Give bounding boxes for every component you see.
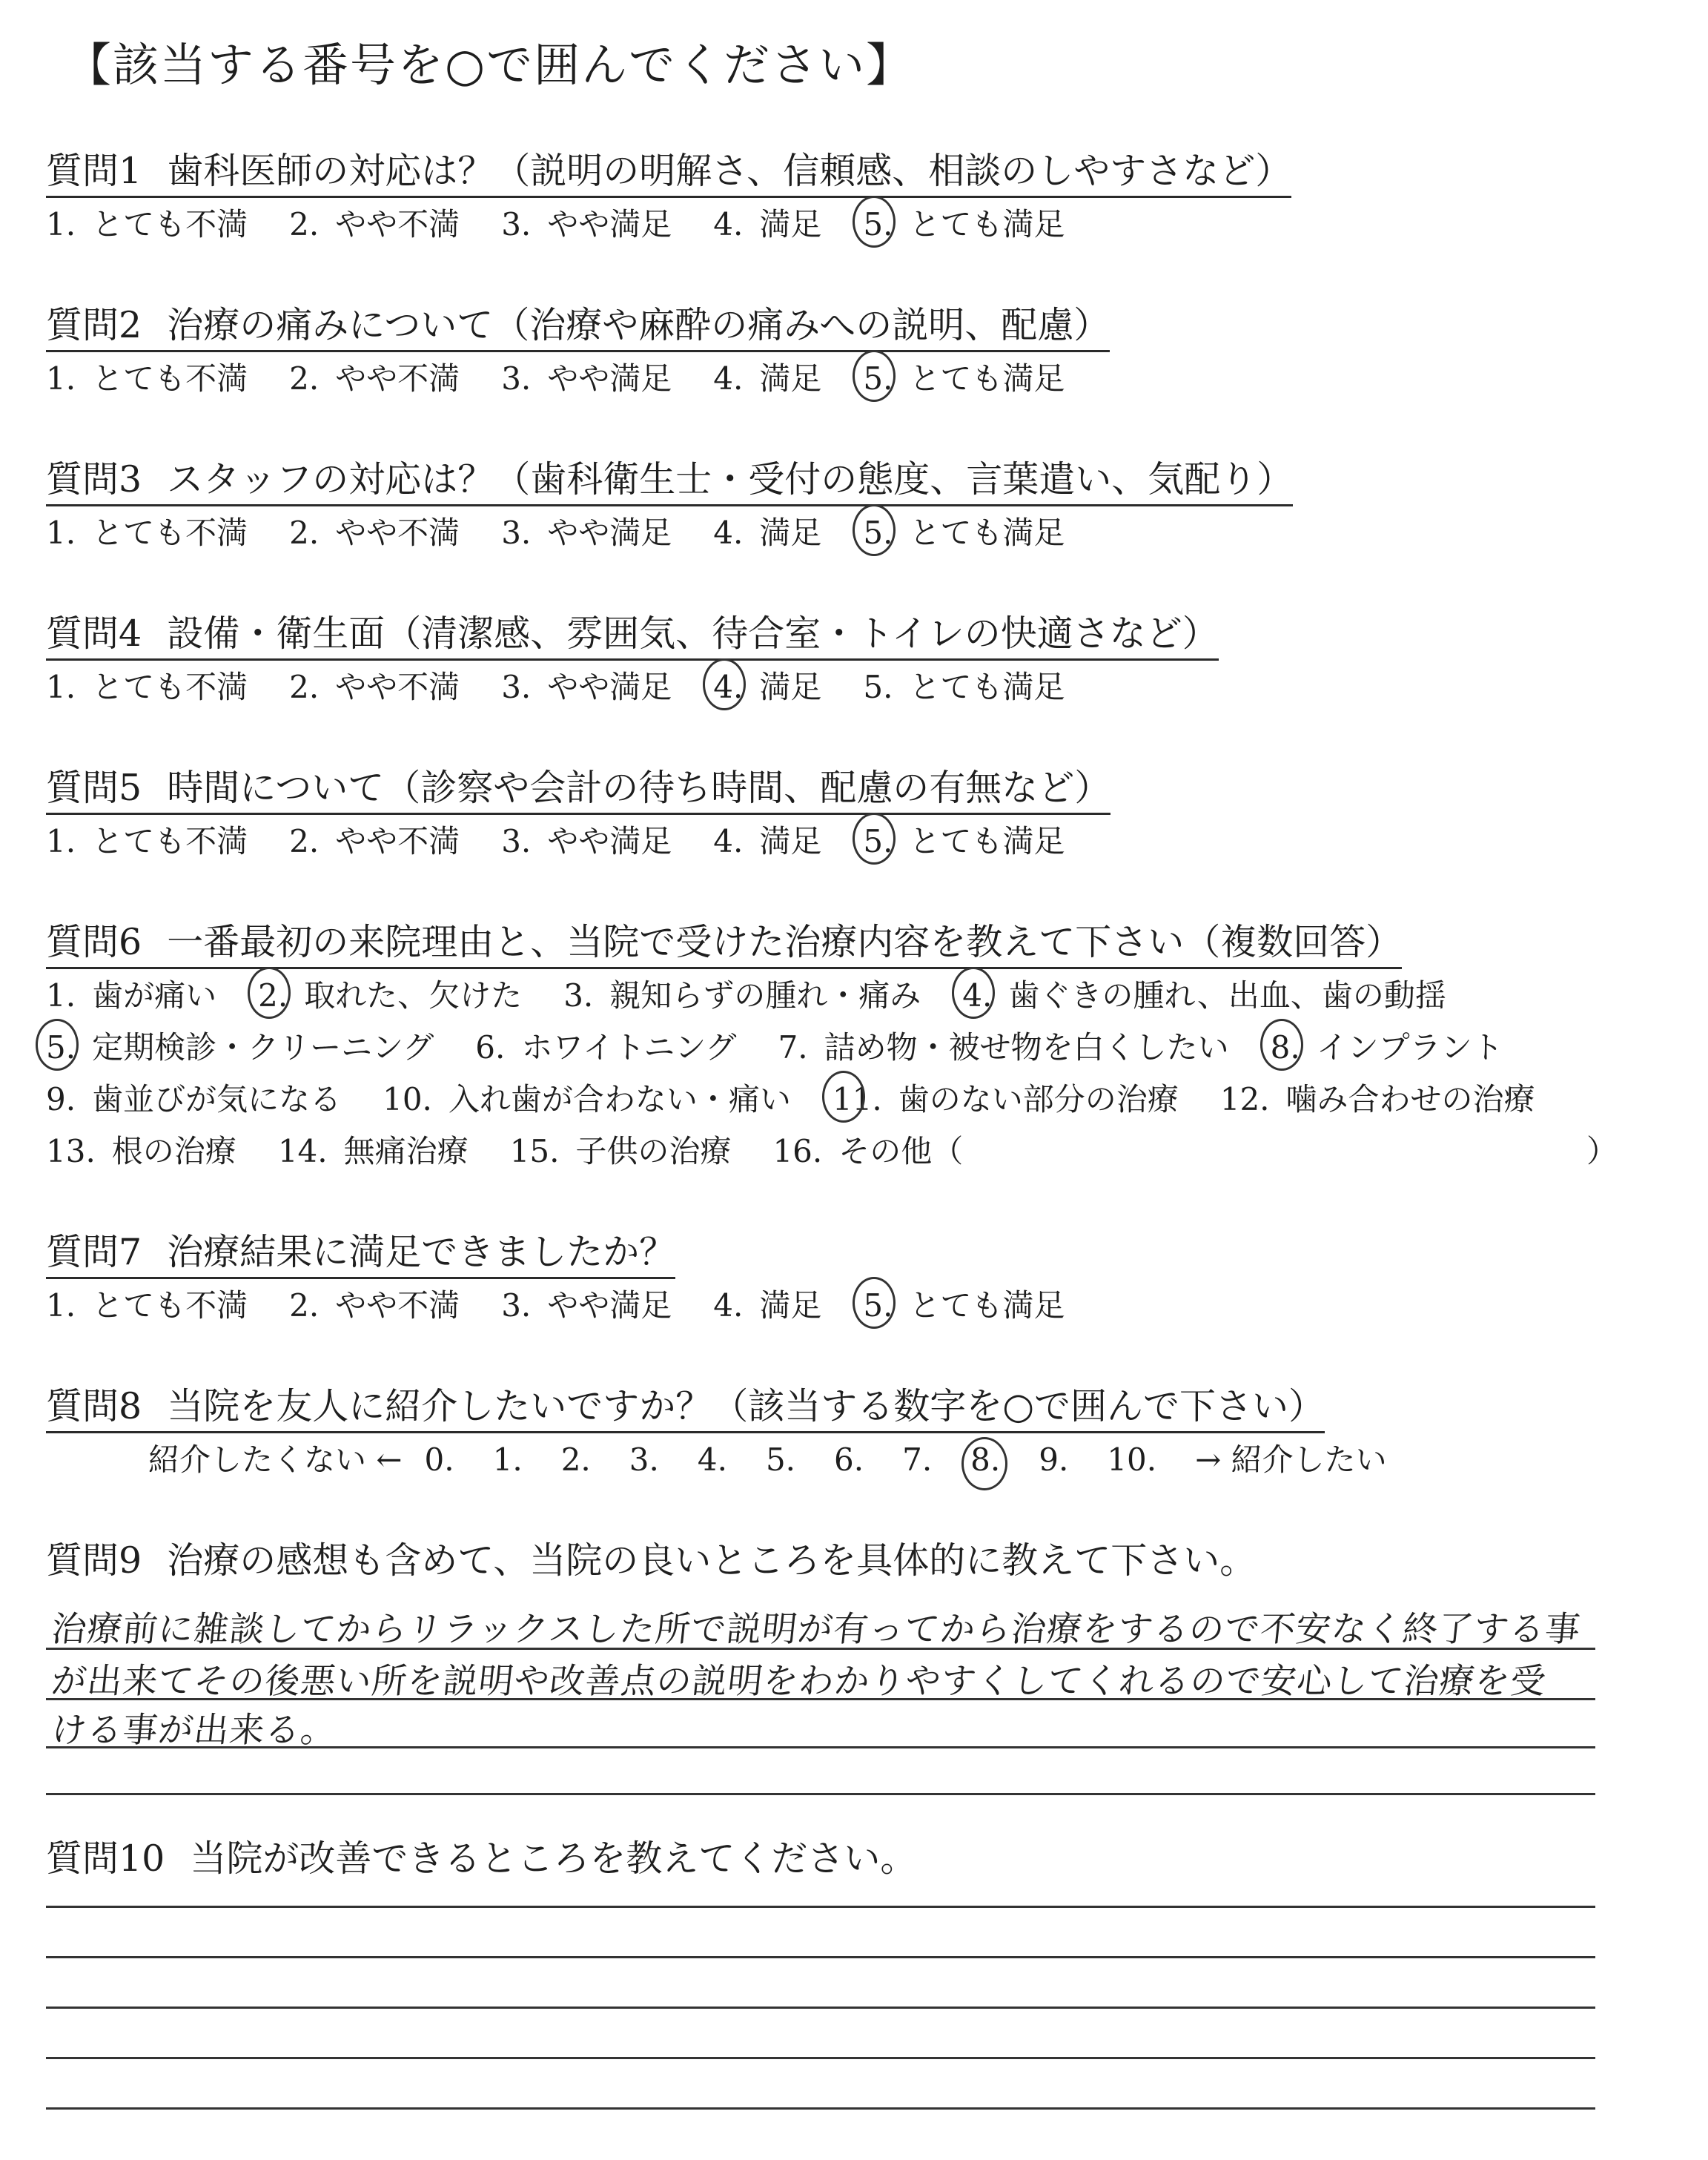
question-6-options-row xyxy=(46,1127,1004,1172)
option-label: やや満足 xyxy=(547,515,672,551)
option[interactable] xyxy=(278,1127,469,1172)
option[interactable] xyxy=(46,1075,341,1120)
option[interactable] xyxy=(46,971,216,1016)
option-number: 4. xyxy=(713,515,744,551)
option[interactable] xyxy=(713,817,821,862)
question-number: 質問5 xyxy=(46,767,142,809)
option-selected[interactable] xyxy=(1271,1023,1503,1068)
option-number: 3. xyxy=(501,206,532,242)
option[interactable] xyxy=(46,1281,248,1326)
option[interactable] xyxy=(46,509,248,553)
option-number: 2. xyxy=(289,1287,320,1324)
scale-value[interactable]: 0. xyxy=(424,1441,454,1478)
scale-value[interactable]: 6. xyxy=(834,1441,864,1478)
option[interactable] xyxy=(46,663,248,707)
option-number: 11. xyxy=(832,1081,882,1117)
question-text: 設備・衛生面（清潔感、雰囲気、待合室・トイレの快適さなど） xyxy=(167,612,1219,655)
question-6-options-row xyxy=(46,971,1488,1016)
option-label: 入れ歯が合わない・痛い xyxy=(448,1081,791,1117)
option-label: とても不満 xyxy=(92,823,248,859)
option-label: やや満足 xyxy=(547,360,672,397)
option-number: 16. xyxy=(772,1133,823,1169)
option-number: 12. xyxy=(1219,1081,1270,1117)
option[interactable] xyxy=(1220,1075,1535,1120)
scale-right-label: → 紹介したい xyxy=(1195,1441,1387,1478)
question-2 xyxy=(46,297,1110,352)
answer-rule xyxy=(46,2107,1595,2110)
answer-rule xyxy=(46,2007,1595,2009)
option-label: やや不満 xyxy=(335,669,460,705)
option-number: 1. xyxy=(46,515,76,551)
option-label: 取れた、欠けた xyxy=(304,977,523,1014)
option-selected[interactable] xyxy=(833,1075,1179,1120)
option-number: 1. xyxy=(46,360,76,397)
option-label: やや不満 xyxy=(335,206,460,242)
option-number: 15. xyxy=(509,1133,560,1169)
question-1-options xyxy=(46,200,1106,245)
question-text: スタッフの対応は？（歯科衛生士・受付の態度、言葉遣い、気配り） xyxy=(167,458,1294,501)
option-number: 3. xyxy=(501,823,532,859)
option-number: 4. xyxy=(713,360,744,397)
option-label: 満足 xyxy=(759,823,822,859)
option[interactable] xyxy=(46,354,248,399)
answer-rule xyxy=(46,1746,1595,1748)
option-label: やや満足 xyxy=(547,823,672,859)
option[interactable] xyxy=(713,354,821,399)
option-label: インプラント xyxy=(1316,1029,1503,1066)
option-number: 5. xyxy=(863,360,893,397)
answer-rule xyxy=(46,2057,1595,2059)
form-title: 【該当する番号を○で囲んでください】 xyxy=(65,38,914,92)
question-text: 治療の痛みについて（治療や麻酔の痛みへの説明、配慮） xyxy=(167,304,1110,346)
option-number: 2. xyxy=(289,669,320,705)
question-text: 治療結果に満足できましたか？ xyxy=(167,1231,676,1273)
recommend-scale xyxy=(148,1436,1387,1480)
scale-value[interactable]: 4. xyxy=(697,1441,727,1478)
question-10 xyxy=(46,1830,916,1883)
option-label: 満足 xyxy=(759,360,822,397)
option-label: とても満足 xyxy=(909,515,1065,551)
handwritten-answer-line: 治療前に雑談してからリラックスした所で説明が有ってから治療をするので不安なく終了する事 xyxy=(49,1609,1583,1650)
option-label: 歯並びが気になる xyxy=(92,1081,342,1117)
option-number: 3. xyxy=(563,977,594,1014)
option-number: 2. xyxy=(289,206,320,242)
option-number: 4. xyxy=(713,206,744,242)
option-label: 満足 xyxy=(759,1287,822,1324)
option[interactable] xyxy=(501,354,672,399)
option-label: 無痛治療 xyxy=(343,1133,469,1169)
option-number: 10. xyxy=(383,1081,432,1117)
option-number: 3. xyxy=(501,515,532,551)
option[interactable] xyxy=(383,1075,791,1120)
option[interactable] xyxy=(501,509,672,553)
option-label: とても満足 xyxy=(909,206,1065,242)
scale-value[interactable]: 7. xyxy=(902,1441,933,1478)
option-label: やや不満 xyxy=(335,360,460,397)
option-selected[interactable] xyxy=(46,1023,434,1068)
option-label: 噛み合わせの治療 xyxy=(1285,1081,1535,1117)
option-label: とても満足 xyxy=(909,360,1065,397)
option-number: 5. xyxy=(863,669,893,705)
option-label: とても不満 xyxy=(92,206,248,242)
question-5-options xyxy=(46,817,1106,862)
question-text: 歯科医師の対応は？（説明の明解さ、信頼感、相談のしやすさなど） xyxy=(167,150,1292,192)
option[interactable] xyxy=(501,1281,672,1326)
option-number: 2. xyxy=(289,360,320,397)
option-number: 4. xyxy=(713,823,744,859)
option-label: とても不満 xyxy=(92,360,248,397)
option-label: 定期検診・クリーニング xyxy=(92,1029,434,1066)
question-number: 質問7 xyxy=(46,1231,142,1273)
option-label: 根の治療 xyxy=(111,1133,236,1169)
question-text: 一番最初の来院理由と、当院で受けた治療内容を教えて下さい（複数回答） xyxy=(167,921,1403,963)
option-selected[interactable] xyxy=(863,509,1065,553)
option-number: 3. xyxy=(501,1287,532,1324)
option-number: 1. xyxy=(46,669,76,705)
option-number: 3. xyxy=(501,669,532,705)
option-selected[interactable] xyxy=(713,663,821,707)
option-label: とても不満 xyxy=(92,1287,248,1324)
answer-rule xyxy=(46,1698,1595,1700)
option-label: とても満足 xyxy=(909,1287,1065,1324)
option-label: 親知らずの腫れ・痛み xyxy=(609,977,921,1014)
option-number: 13. xyxy=(46,1133,96,1169)
option-selected[interactable] xyxy=(258,971,522,1016)
option-label: やや満足 xyxy=(547,1287,672,1324)
option-label: やや満足 xyxy=(547,206,672,242)
question-number: 質問2 xyxy=(46,304,142,346)
option-selected[interactable] xyxy=(863,354,1065,399)
option[interactable] xyxy=(863,663,1065,707)
option-number: 5. xyxy=(46,1029,76,1066)
question-number: 質問1 xyxy=(46,150,142,192)
option-number: 14. xyxy=(277,1133,328,1169)
option[interactable] xyxy=(289,200,460,245)
question-6 xyxy=(46,914,1402,969)
question-2-options xyxy=(46,354,1106,399)
option-number: 6. xyxy=(475,1029,506,1066)
option-selected[interactable] xyxy=(962,971,1446,1016)
question-text: 当院を友人に紹介したいですか？（該当する数字を○で囲んで下さい） xyxy=(167,1385,1325,1427)
option-label: ホワイトニング xyxy=(521,1029,737,1066)
handwritten-answer-line: ける事が出来る。 xyxy=(49,1710,339,1751)
option-label: とても不満 xyxy=(92,669,248,705)
question-6-options-row xyxy=(46,1075,1577,1120)
option[interactable] xyxy=(289,1281,460,1326)
option-label: 子供の治療 xyxy=(575,1133,732,1169)
option-number: 2. xyxy=(258,977,288,1014)
answer-rule xyxy=(46,1956,1595,1958)
option-label: とても不満 xyxy=(92,515,248,551)
option-number: 2. xyxy=(289,515,320,551)
scale-value[interactable]: 9. xyxy=(1039,1441,1069,1478)
answer-rule xyxy=(46,1648,1595,1650)
question-5 xyxy=(46,759,1110,815)
option[interactable] xyxy=(289,663,460,707)
question-8 xyxy=(46,1378,1325,1433)
option-number: 4. xyxy=(713,1287,744,1324)
option-label: その他（ xyxy=(838,1133,964,1169)
option-label: 詰め物・被せ物を白くしたい xyxy=(824,1029,1229,1066)
option[interactable] xyxy=(510,1127,732,1172)
question-text: 当院が改善できるところを教えてください。 xyxy=(190,1837,917,1880)
option-label: やや不満 xyxy=(335,515,460,551)
option-number: 1. xyxy=(46,206,76,242)
option[interactable] xyxy=(46,817,248,862)
option-number: 7. xyxy=(778,1029,808,1066)
option[interactable] xyxy=(778,1023,1229,1068)
option[interactable] xyxy=(713,509,821,553)
option[interactable] xyxy=(772,1127,963,1172)
question-7 xyxy=(46,1223,675,1279)
question-number: 質問8 xyxy=(46,1385,142,1427)
other-close-paren: ） xyxy=(1586,1133,1618,1169)
option-number: 2. xyxy=(289,823,320,859)
option-number: 8. xyxy=(1270,1029,1300,1066)
option-label: 満足 xyxy=(759,206,822,242)
option[interactable] xyxy=(501,200,672,245)
option-label: 満足 xyxy=(759,515,822,551)
question-text: 治療の感想も含めて、当院の良いところを具体的に教えて下さい。 xyxy=(167,1539,1257,1582)
option-selected[interactable] xyxy=(863,1281,1065,1326)
scale-value[interactable]: 5. xyxy=(765,1441,796,1478)
option[interactable] xyxy=(475,1023,736,1068)
question-number: 質問3 xyxy=(46,458,142,501)
question-number: 質問6 xyxy=(46,921,142,963)
option-label: 歯ぐきの腫れ、出血、歯の動揺 xyxy=(1008,977,1446,1014)
scale-left-label: 紹介したくない ← xyxy=(148,1441,403,1478)
option-number: 5. xyxy=(863,206,893,242)
scale-value-selected[interactable]: 8. xyxy=(970,1441,1001,1478)
option[interactable] xyxy=(289,509,460,553)
scale-value[interactable]: 10. xyxy=(1107,1441,1157,1478)
option-selected[interactable] xyxy=(863,200,1065,245)
option[interactable] xyxy=(501,817,672,862)
option-label: 満足 xyxy=(759,669,822,705)
option-label: とても満足 xyxy=(909,669,1065,705)
option[interactable] xyxy=(289,354,460,399)
option-number: 4. xyxy=(713,669,744,705)
option[interactable] xyxy=(46,1127,236,1172)
option-number: 3. xyxy=(501,360,532,397)
question-3 xyxy=(46,451,1293,506)
question-number: 質問9 xyxy=(46,1539,142,1582)
option-label: やや満足 xyxy=(547,669,672,705)
question-4-options xyxy=(46,663,1106,707)
option-number: 5. xyxy=(863,823,893,859)
scale-value[interactable]: 2. xyxy=(560,1441,591,1478)
question-text: 時間について（診察や会計の待ち時間、配慮の有無など） xyxy=(167,767,1111,809)
question-4 xyxy=(46,605,1219,661)
handwritten-answer-line: が出来てその後悪い所を説明や改善点の説明をわかりやすくしてくれるので安心して治療を受 xyxy=(49,1661,1549,1702)
question-9 xyxy=(46,1532,1256,1585)
option-label: 歯のない部分の治療 xyxy=(898,1081,1179,1117)
option[interactable] xyxy=(46,200,248,245)
option-label: とても満足 xyxy=(909,823,1065,859)
option[interactable] xyxy=(563,971,921,1016)
option-number: 1. xyxy=(46,977,76,1014)
answer-rule xyxy=(46,1793,1595,1795)
question-3-options xyxy=(46,509,1106,553)
option-label: やや不満 xyxy=(335,1287,460,1324)
scale-value[interactable]: 1. xyxy=(492,1441,523,1478)
question-6-options-row xyxy=(46,1023,1545,1068)
option[interactable] xyxy=(713,200,821,245)
question-1 xyxy=(46,142,1291,198)
option-label: やや不満 xyxy=(335,823,460,859)
scale-value[interactable]: 3. xyxy=(629,1441,659,1478)
option-number: 4. xyxy=(962,977,993,1014)
question-number: 質問10 xyxy=(46,1837,165,1880)
option[interactable] xyxy=(501,663,672,707)
option-label: 歯が痛い xyxy=(92,977,217,1014)
option-number: 9. xyxy=(46,1081,76,1117)
option[interactable] xyxy=(713,1281,821,1326)
option-number: 5. xyxy=(863,1287,893,1324)
answer-rule xyxy=(46,1906,1595,1908)
option-number: 5. xyxy=(863,515,893,551)
question-number: 質問4 xyxy=(46,612,142,655)
question-7-options xyxy=(46,1281,1106,1326)
option-number: 1. xyxy=(46,1287,76,1324)
option[interactable] xyxy=(289,817,460,862)
option-number: 1. xyxy=(46,823,76,859)
option-selected[interactable] xyxy=(863,817,1065,862)
